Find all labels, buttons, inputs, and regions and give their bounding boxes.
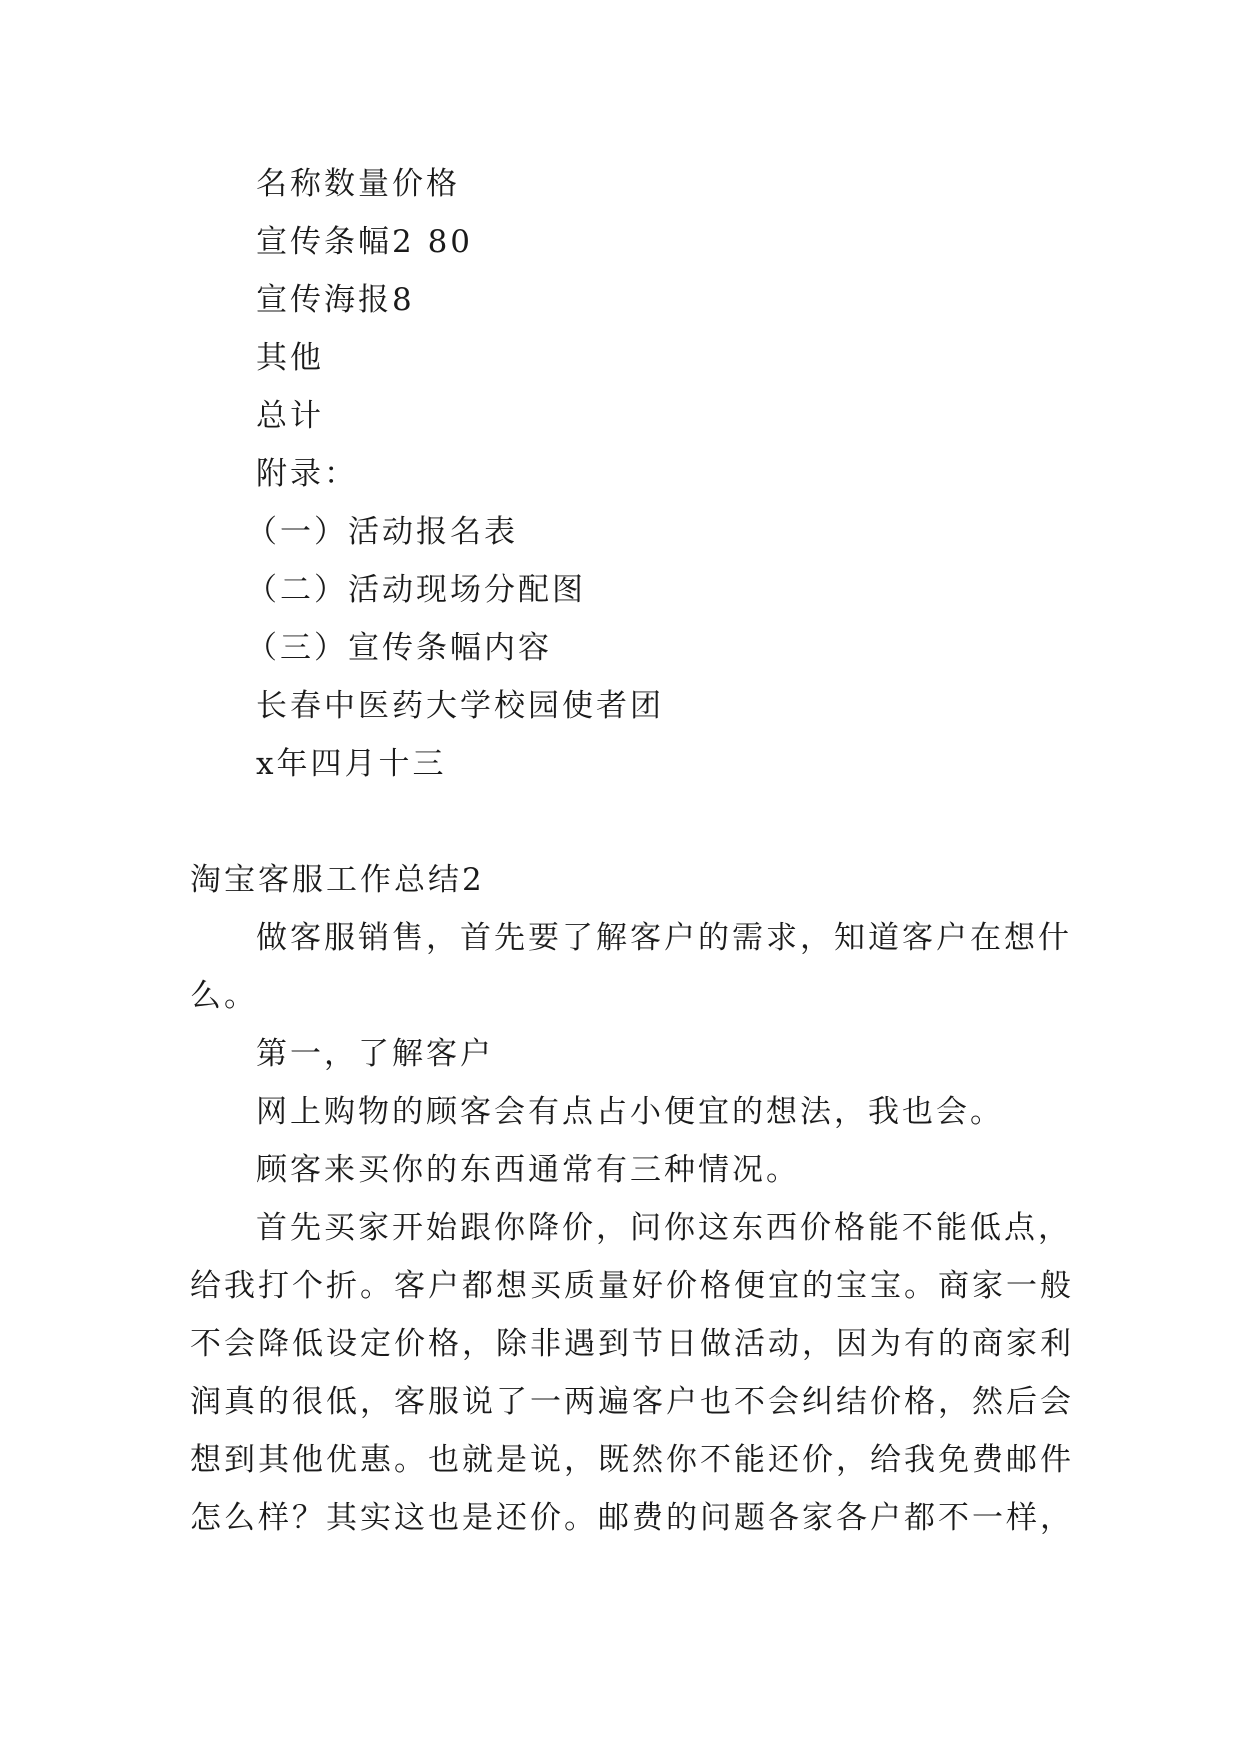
table-row-poster: 宣传海报8 xyxy=(256,282,415,318)
appendix-item: （三）宣传条幅内容 xyxy=(246,630,552,666)
table-row-banner: 宣传条幅2 80 xyxy=(256,224,474,260)
paragraph-line: 想到其他优惠。也就是说，既然你不能还价，给我免费邮件 xyxy=(190,1442,1074,1478)
appendix-item: （一）活动报名表 xyxy=(246,514,518,550)
table-header-row: 名称数量价格 xyxy=(256,166,460,202)
appendix-label: 附录： xyxy=(256,456,358,492)
section-heading: 第一，了解客户 xyxy=(256,1036,494,1072)
paragraph-line: 给我打个折。客户都想买质量好价格便宜的宝宝。商家一般 xyxy=(190,1268,1074,1304)
paragraph-line: 网上购物的顾客会有点占小便宜的想法，我也会。 xyxy=(256,1094,1004,1130)
paragraph-line: 顾客来买你的东西通常有三种情况。 xyxy=(256,1152,800,1188)
paragraph-line: 怎么样？其实这也是还价。邮费的问题各家各户都不一样， xyxy=(190,1500,1074,1536)
document-date: x年四月十三 xyxy=(256,746,447,782)
paragraph-line: 首先买家开始跟你降价，问你这东西价格能不能低点， xyxy=(256,1210,1072,1246)
appendix-item: （二）活动现场分配图 xyxy=(246,572,586,608)
article-title: 淘宝客服工作总结2 xyxy=(190,862,485,898)
paragraph-line: 么。 xyxy=(190,978,258,1014)
paragraph-line: 润真的很低，客服说了一两遍客户也不会纠结价格，然后会 xyxy=(190,1384,1074,1420)
table-row-total: 总计 xyxy=(256,398,324,434)
paragraph-line: 做客服销售，首先要了解客户的需求，知道客户在想什 xyxy=(256,920,1072,956)
table-row-other: 其他 xyxy=(256,340,324,376)
paragraph-line: 不会降低设定价格，除非遇到节日做活动，因为有的商家利 xyxy=(190,1326,1074,1362)
organization-name: 长春中医药大学校园使者团 xyxy=(256,688,664,724)
